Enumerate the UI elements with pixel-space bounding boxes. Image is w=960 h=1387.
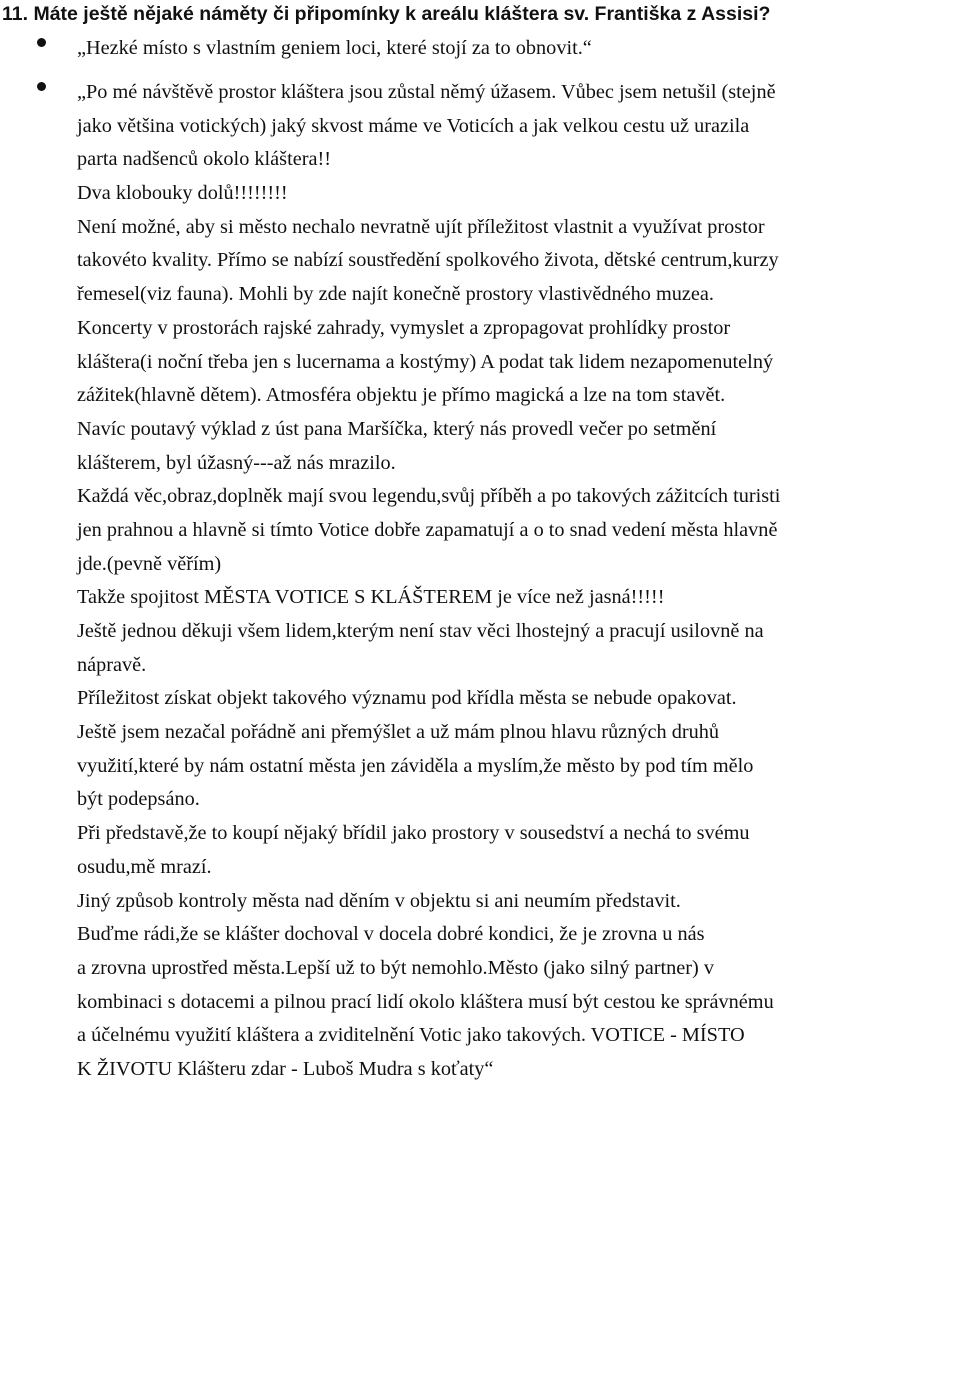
- answer-list: [0, 37, 960, 1092]
- text-line: Buďme rádi,že se klášter dochoval v docela dobré kondici, že je zrovna u nás: [77, 923, 705, 946]
- text-line: Každá věc,obraz,doplněk mají svou legendu,svůj příběh a po takových zážitcích turisti: [77, 485, 781, 508]
- text-line: takovéto kvality. Přímo se nabízí soustředění spolkového života, dětské centrum,kurzy: [77, 249, 779, 272]
- text-line: Koncerty v prostorách rajské zahrady, vymyslet a zpropagovat prohlídky prostor: [77, 316, 731, 339]
- text-line: Příležitost získat objekt takového významu pod křídla města se nebude opakovat.: [77, 687, 737, 710]
- text-line: osudu,mě mrazí.: [77, 855, 212, 878]
- text-line: Dva klobouky dolů!!!!!!!!: [77, 182, 288, 205]
- text-line: Takže spojitost MĚSTA VOTICE S KLÁŠTEREM je více než jasná!!!!!: [77, 586, 665, 609]
- text-line: Jiný způsob kontroly města nad děním v objektu si ani neumím představit.: [77, 889, 681, 912]
- text-line: klášterem, byl úžasný---až nás mrazilo.: [77, 451, 396, 474]
- text-line: být podepsáno.: [77, 788, 200, 811]
- text-line: a zrovna uprostřed města.Lepší už to být nemohlo.Město (jako silný partner) v: [77, 956, 715, 979]
- text-line: „Po mé návštěvě prostor kláštera jsou zůstal němý úžasem. Vůbec jsem netušil (stejně: [77, 81, 776, 103]
- text-line: parta nadšenců okolo kláštera!!: [77, 148, 331, 171]
- text-line: jde.(pevně věřím): [77, 552, 222, 575]
- text-line: Při představě,že to koupí nějaký břídil jako prostory v sousedství a nechá to svému: [77, 822, 750, 845]
- list-item: [0, 71, 960, 1092]
- text-line: kombinaci s dotacemi a pilnou prací lidí okolo kláštera musí být cestou ke správnému: [77, 990, 774, 1013]
- text-line: kláštera(i noční třeba jen s lucernama a kostýmy) A podat tak lidem nezapomenutelný: [77, 350, 774, 373]
- text-line: Není možné, aby si město nechalo nevratně ujít příležitost vlastnit a využívat prostor: [77, 215, 765, 238]
- text-line: Ještě jednou děkuji všem lidem,kterým není stav věci lhostejný a pracují usilovně na: [77, 620, 764, 642]
- question-heading: 11. Máte ještě nějaké náměty či připomínky k areálu kláštera sv. Františka z Assisi?: [2, 3, 771, 25]
- text-line: jako většina votických) jaký skvost máme ve Voticích a jak velkou cestu už urazila: [77, 114, 750, 137]
- text-line: využití,které by nám ostatní města jen záviděla a myslím,že město by pod tím mělo: [77, 754, 754, 777]
- bullet-icon: [37, 38, 46, 47]
- bullet-icon: [37, 82, 46, 91]
- text-line: Navíc poutavý výklad z úst pana Maršíčka, který nás provedl večer po setmění: [77, 417, 717, 440]
- text-line: zážitek(hlavně dětem). Atmosféra objektu je přímo magická a lze na tom stavět.: [77, 384, 726, 407]
- text-line: jen prahnou a hlavně si tímto Votice dobře zapamatují a o to snad vedení města hlavně: [77, 518, 778, 541]
- text-line: Ještě jsem nezačal pořádně ani přemýšlet a už mám plnou hlavu různých druhů: [77, 721, 720, 744]
- text-line: nápravě.: [77, 653, 147, 676]
- text-line: a účelnému využití kláštera a zviditelnění Votic jako takových. VOTICE - MÍSTO: [77, 1024, 745, 1047]
- text-line: „Hezké místo s vlastním geniem loci, které stojí za to obnovit.“: [77, 37, 592, 59]
- text-line: K ŽIVOTU Klášteru zdar - Luboš Mudra s koťaty“: [77, 1057, 494, 1080]
- text-line: řemesel(viz fauna). Mohli by zde najít konečně prostory vlastivědného muzea.: [77, 283, 714, 306]
